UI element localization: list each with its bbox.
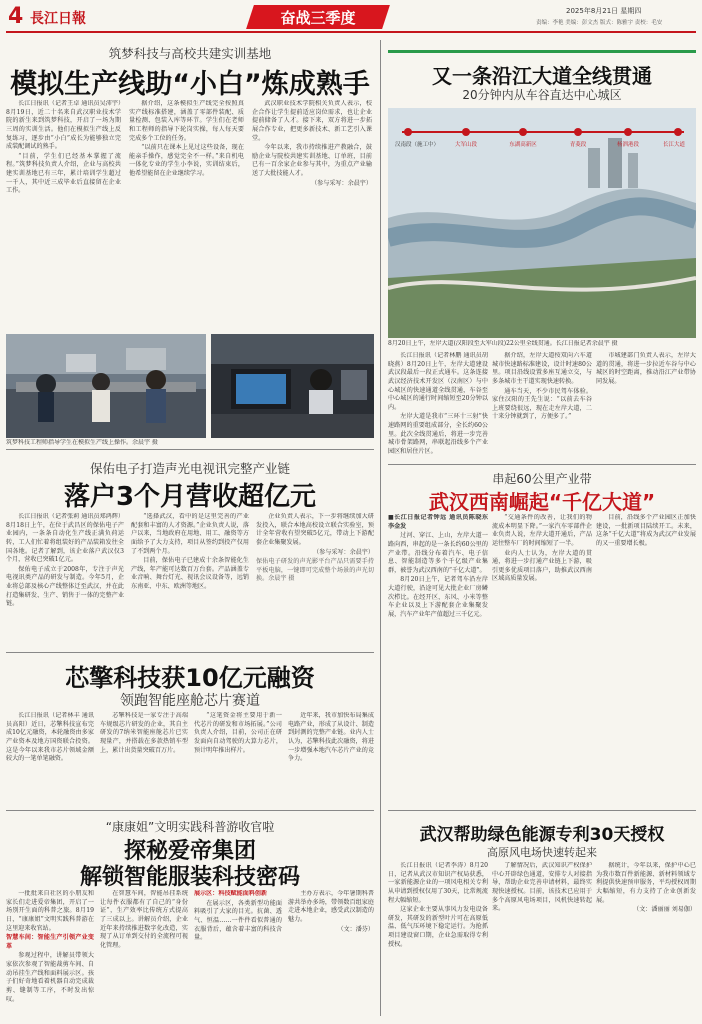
article-2-caption: 保佑电子研发的声光影平台产品只需要手持平板电脑，一键即可完成整个场景的声光切换。余晨宇 摄 — [256, 558, 374, 583]
article-3-col-2 — [100, 712, 188, 802]
article-4-col-1 — [6, 890, 94, 1014]
article-1-para: 据介绍，这条模拟生产线完全按照真实产线标准搭建，涵盖了零部件装配、质量检测、包装入库等环节。学生们在老师和工程师的指导下轮岗实操，每人每天要完成多个工位的任务。 — [129, 100, 244, 142]
article-4-para: 一批批来自社区的小朋友和家长们走进爱帝集团，开启了一场别开生面的科普之旅。8月19日，“康康姐”文明实践科普游在这里迎来收官站。 — [6, 890, 94, 932]
section-title: 奋战三季度 — [280, 9, 356, 27]
article-7-para: 长江日报讯（记者李涛）8月20日，记者从武汉市知识产权局获悉，一家新能源企业的一项风电相关专利从申请到授权仅用了30天，比常规流程大幅缩短。 — [388, 862, 488, 904]
article-3-col-3 — [194, 712, 282, 802]
article-5-para: 长江日报讯（记者林鹏 通讯员胡晓燕）8月20日上午，左岸大道建设武汉段最后一段正式通车。这条连接武汉经济技术开发区（汉南区）与中心城区的快速通道全线贯通，车谷至中心城区的通行时间缩短至20分钟以内。 — [388, 352, 488, 411]
article-5-map — [388, 108, 696, 338]
article-4-section-head: 智慧车间：智能生产引领产业变革 — [6, 934, 94, 950]
article-4-kicker: “康康姐”文明实践科普游收官啦 — [105, 820, 275, 834]
editors-line: 责编：李艳 美编：彭文杰 版式：陈雅宇 责校：毛安 — [536, 20, 663, 26]
lab-photo-image — [211, 334, 374, 438]
article-5-headline: 又一条沿江大道全线贯通 — [432, 64, 652, 88]
article-1-para: 今年以来，我市持续推进产教融合，鼓励企业与院校共建实训基地、订单班，目前已有一百余家企业参与其中，为重点产业输送了大批技能人才。 — [252, 144, 372, 178]
article-6 — [388, 466, 696, 728]
article-7-para: 这家企业主要从事风力发电设备研发，其研发的新型叶片可在高原低温、低气压环境下稳定运行。为抢抓项目建设窗口期，企业急需取得专利授权。 — [388, 906, 488, 948]
article-2-col-1 — [6, 513, 124, 643]
article-4-headline-2: 解锁智能服装科技密码 — [79, 865, 300, 890]
article-4-headline-1: 探秘爱帝集团 — [123, 839, 256, 864]
article-2-para: 企业负责人表示，下一步将继续加大研发投入，联合本地高校设立联合实验室，预计全年营收有望突破5亿元，带动上下游配套企业集聚发展。 — [256, 513, 374, 546]
factory-photo-image — [6, 334, 206, 438]
article-5-photo-caption: 8月20日上午，左岸大道(汉阳段至大军山段)22公里全线贯通。长江日报记者余晨宇 摄 — [388, 340, 618, 347]
article-5-para: 市城建部门负责人表示，左岸大道的贯通，将进一步拉近车谷与中心城区的时空距离，推动沿江产业带协同发展。 — [596, 352, 696, 385]
map-label: 东湖高新区 — [509, 142, 537, 148]
article-6-para: 目前，沿线多个产业园区正加快建设，一批新项目陆续开工。未来，这条“千亿大道”将成为武汉产业发展的又一重要增长极。 — [596, 514, 696, 547]
article-3 — [6, 656, 374, 806]
date-line: 2025年8月21日 星期四 — [566, 7, 642, 15]
column-divider — [380, 40, 381, 1016]
article-5-green-bar — [388, 50, 696, 53]
article-7-subheadline: 高原风电场快速转起来 — [487, 846, 597, 859]
article-1-photo — [6, 334, 206, 438]
article-1-col-2 — [129, 100, 244, 330]
article-divider — [6, 449, 374, 450]
article-2-para: 目前，保佑电子已建成十余条智能化生产线，年产能可达数百万台套。产品涵盖专业音响、舞台灯光、视讯会议设备等，远销东南亚、中东、欧洲等地区。 — [131, 557, 249, 591]
article-3-headline: 芯擎科技获10亿元融资 — [65, 664, 315, 692]
article-4-para: 主办方表示，今年暑期科普游共举办多场，带领数百组家庭走进本地企业，感受武汉制造的魅力。 — [288, 890, 374, 923]
paper-name: 長江日報 — [30, 11, 86, 27]
map-label: 大军山段 — [454, 142, 477, 148]
article-5-para: 通车当天，不少市民驾车体验。家住汉阳的王先生说：“以前去车谷上班要绕很远，现在走左岸大道，二十来分钟就到了，方便多了。” — [492, 387, 592, 421]
article-1-kicker: 筑梦科技与高校共建实训基地 — [108, 46, 272, 61]
article-1-photo-2 — [211, 334, 374, 438]
article-2-col-2 — [131, 513, 249, 643]
article-1-photo-caption: 筑梦科技工程师指导学生在模拟生产线上操作。余晨宇 摄 — [6, 439, 158, 446]
article-3-para: 芯擎科技是一家专注于高端车规级芯片研发的企业，其自主研发的7纳米智能座舱芯片已实现量产，并搭载在多款热销车型上，累计出货量突破百万片。 — [100, 712, 188, 754]
article-7 — [388, 816, 696, 1018]
article-1-col-3 — [252, 100, 372, 330]
article-6-para: 过河、穿江、上山，左岸大道一路向西，串起的是一条长约60公里的产业带。沿线分布着汽车、电子信息、智能制造等多个千亿级产业集群，被誉为武汉西南的“千亿大道”。 — [388, 532, 488, 574]
article-4 — [6, 816, 374, 1018]
article-6-kicker: 串起60公里产业带 — [492, 472, 592, 486]
article-6-para: 8月20日上午，记者驾车沿左岸大道行驶，沿途可见大批企业厂房鳞次栉比。在经开区，东风、小米等整车企业以及上下游配套企业集聚发展，汽车产业年产值超过三千亿元。 — [388, 576, 488, 619]
article-divider — [6, 810, 374, 811]
article-7-source: （文：潘丽丽 刘易伽） — [633, 906, 696, 914]
article-4-para: 在展示区，各类新型功能面料吸引了大家的目光。抗菌、透气、恒温……一件件看似普通的衣服背后，蕴含着丰富的科技含量。 — [194, 899, 282, 942]
article-5-para: 左岸大道是我市“三环十三射”快速路网的重要组成部分，全长约60公里。此次全线贯通后，将进一步完善城市骨架路网，串联起沿线多个产业园区和居住片区。 — [388, 413, 488, 456]
article-6-para: “交通条件的改善，让我们的物流成本明显下降。”一家汽车零部件企业负责人说，左岸大道开通后，产品运往整车厂的时间缩短了一半。 — [492, 514, 592, 547]
article-1-source: （参与采写：余晨宇） — [311, 179, 372, 187]
map-label: 青菱段 — [569, 142, 587, 148]
article-4-section-head: 展示区：科技赋能面料创新 — [194, 890, 268, 897]
article-3-para: 长江日报讯（记者林丰 通讯员高阳）近日，芯擎科技宣布完成10亿元融资，本轮融资由多家产业资本及地方国资联合投资。这是今年以来我市芯片领域金额较大的一笔单笔融资。 — [6, 712, 94, 763]
article-5-para: 据介绍，左岸大道按双向六车道城市快速路标准建设，设计时速80公里。项目沿线设置多座互通立交，与多条城市主干道实现快速转换。 — [492, 352, 592, 385]
article-6-col-3 — [596, 514, 696, 724]
article-2 — [6, 453, 374, 649]
article-4-para: 在智慧车间，智能吊挂系统让每件衣服都有了自己的“身份证”，生产效率比传统方式提高了三成以上。讲解员介绍，企业近年来持续推进数字化改造，实现了从订单到交付的全流程可视化管理。 — [100, 890, 188, 949]
article-5-col-3 — [596, 352, 696, 456]
article-1-para: “目前，学生们已经基本掌握了流程。”筑梦科技负责人介绍，企业与高校共建实训基地已有三年，累计培训学生超过一千人，其中近三成毕业后直接留在企业工作。 — [6, 152, 121, 195]
article-1-headline: 模拟生产线助“小白”炼成熟手 — [10, 69, 370, 100]
article-4-col-4 — [288, 890, 374, 1014]
article-1-para: “以前只在课本上见过这些设备，现在能亲手操作，感觉完全不一样。”来自机电一体化专业的学生小李说，实训结束后，他希望能留在企业继续学习。 — [129, 144, 244, 178]
article-divider — [388, 810, 696, 811]
article-7-col-2 — [492, 862, 592, 1014]
article-4-para: 参观过程中，讲解员带领大家依次参观了智能裁剪车间、自动吊挂生产线和面料展示区。孩子们好奇地看着机器自动完成裁剪、缝制等工序，不时发出惊叹。 — [6, 952, 94, 1003]
article-6-headline: 武汉西南崛起“千亿大道” — [428, 490, 656, 514]
article-3-para: “这笔资金将主要用于新一代芯片的研发和市场拓展。”公司负责人介绍，目前，公司正在研发面向自动驾驶的大算力芯片，预计明年推出样片。 — [194, 712, 282, 754]
article-1-para: 长江日报讯（记者王卓 通讯员吴沛宇）8月19日，近二十名来自武汉职业技术学院的新生来到筑梦科技，开启了一场为期三周的实训生活。他们在模拟生产线上反复练习，逐步由“小白”成长为能够独立完成装配调试的熟手。 — [6, 100, 121, 151]
article-6-col-1 — [388, 514, 488, 724]
article-7-col-3 — [596, 862, 696, 1014]
article-1 — [6, 38, 374, 446]
article-2-source: （参与采写：余晨宇） — [313, 548, 374, 556]
article-7-col-1 — [388, 862, 488, 1014]
article-2-headline: 落户3个月营收超亿元 — [63, 482, 317, 512]
article-2-para: 长江日报讯（记者张莉 通讯员郑鸿辉）8月18日上午，在位于武昌区的保佑电子产业园内，一条条自动化生产线正满负荷运转，工人们忙着将组装好的产品装箱发往全国各地。记者了解到，该企业落户武汉仅3个月，营收已突破1亿元。 — [6, 513, 124, 564]
article-2-kicker: 保佑电子打造声光电视讯完整产业链 — [89, 461, 290, 476]
article-2-col-3 — [256, 513, 374, 643]
article-1-para: 武汉职业技术学院相关负责人表示，校企合作让学生提前适应岗位需求，也让企业提前储备了人才。接下来，双方将进一步拓展合作专业，把更多新技术、新工艺引入课堂。 — [252, 100, 372, 142]
article-2-para: “选择武汉，看中的是这里完善的产业配套和丰富的人才资源。”企业负责人说，落户以来，当地政府在用地、用工、融资等方面给予了大力支持，项目从签约到投产仅用了不到两个月。 — [131, 513, 249, 555]
map-label: 汉南段（施工中） — [394, 142, 439, 148]
article-5-subheadline: 20分钟内从车谷直达中心城区 — [462, 88, 622, 102]
article-7-para: 据统计，今年以来，保护中心已为我市数百件新能源、新材料领域专利提供快速预审服务，平均授权周期大幅缩短，有力支持了企业创新发展。 — [596, 862, 696, 904]
article-3-col-4 — [288, 712, 374, 802]
article-4-source: （文：潘芬） — [337, 925, 374, 933]
article-3-subheadline: 领跑智能座舱芯片赛道 — [120, 693, 260, 709]
article-6-para: 业内人士认为，左岸大道的贯通，将进一步打通产业链上下游，吸引更多优质项目落户，助推武汉西南区域高质量发展。 — [492, 549, 592, 583]
page-number: 4 — [8, 4, 24, 29]
article-4-col-3 — [194, 890, 282, 1014]
map-label: 长江大道 — [662, 142, 685, 148]
masthead — [0, 0, 702, 34]
article-2-para: 保佑电子成立于2008年，专注于声光电视讯类产品的研发与制造。今年5月，企业将总部及核心产线整体迁至武汉，并在此打造集研发、生产、销售于一体的完整产业链。 — [6, 565, 124, 608]
article-6-byline: ■长江日报记者钟远 通讯员陈晓东 李金发 — [388, 514, 488, 530]
article-5-col-1 — [388, 352, 488, 456]
article-5 — [388, 40, 696, 460]
article-3-para: 近年来，我市加快布局集成电路产业，形成了从设计、制造到封测的完整产业链。业内人士认为，芯擎科技此次融资，将进一步增强本地汽车芯片产业的竞争力。 — [288, 712, 374, 763]
article-1-col-1 — [6, 100, 121, 330]
article-divider — [6, 652, 374, 653]
article-5-col-2 — [492, 352, 592, 456]
article-4-col-2 — [100, 890, 188, 1014]
map-label: 杨泗港段 — [616, 142, 639, 148]
article-6-col-2 — [492, 514, 592, 724]
masthead-rule — [6, 31, 696, 33]
article-7-headline: 武汉帮助绿色能源专利30天授权 — [419, 825, 665, 845]
article-divider — [388, 464, 696, 465]
article-3-col-1 — [6, 712, 94, 802]
article-7-para: 了解情况后，武汉知识产权保护中心开辟绿色通道，安排专人对接指导，帮助企业完善申请材料，最终实现快速授权。目前，该技术已应用于多个高原风电场项目，风机快速转起来。 — [492, 862, 592, 913]
